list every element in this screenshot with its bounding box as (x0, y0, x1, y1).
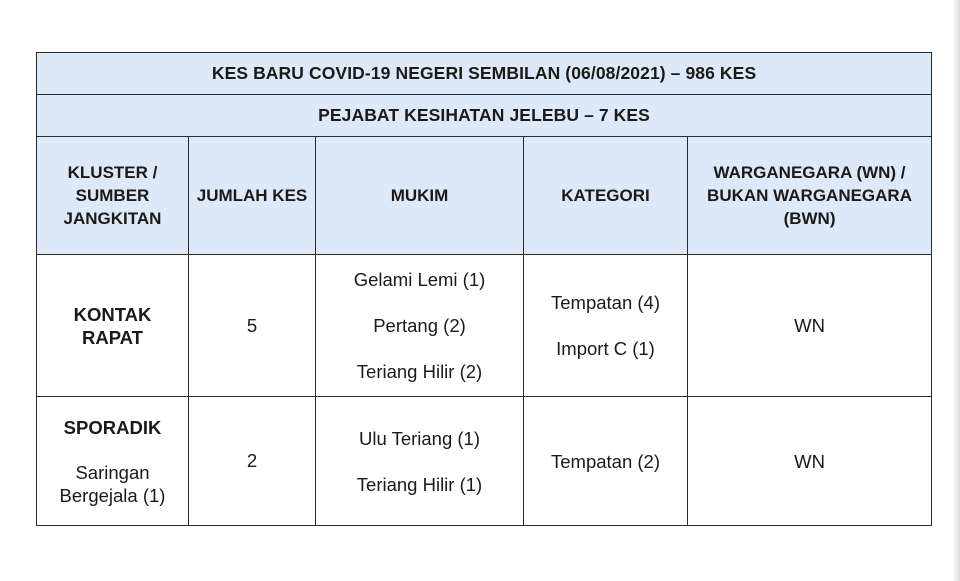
cluster-name-line: RAPAT (82, 326, 143, 348)
category-item: Tempatan (2) (551, 450, 660, 472)
cluster-name: SPORADIK (63, 416, 162, 438)
category-item: Import C (1) (556, 338, 655, 359)
page-edge-shadow (954, 0, 960, 581)
mukim-cell (316, 255, 524, 397)
case-count: 2 (189, 397, 316, 526)
citizenship-status: WN (688, 255, 932, 397)
table-header-row (37, 137, 932, 255)
table-title-row (37, 53, 932, 95)
category-item: Tempatan (4) (551, 292, 660, 313)
header-category: KATEGORI (524, 137, 688, 255)
category-cell (524, 397, 688, 526)
mukim-item: Gelami Lemi (1) (353, 269, 486, 290)
mukim-cell (316, 397, 524, 526)
cluster-cell (37, 255, 189, 397)
mukim-item: Teriang Hilir (2) (356, 361, 483, 382)
table-title: KES BARU COVID-19 NEGERI SEMBILAN (06/08/2021) – 986 KES (37, 53, 932, 95)
covid-cases-table (36, 52, 932, 526)
cluster-name (43, 303, 182, 349)
mukim-item: Teriang Hilir (1) (356, 473, 483, 495)
category-cell (524, 255, 688, 397)
header-mukim: MUKIM (316, 137, 524, 255)
table-row (37, 397, 932, 526)
case-count: 5 (189, 255, 316, 397)
header-cluster: KLUSTER / SUMBER JANGKITAN (37, 137, 189, 255)
cluster-note: Saringan Bergejala (1) (59, 461, 166, 506)
header-citizenship: WARGANEGARA (WN) / BUKAN WARGANEGARA (BWN) (688, 137, 932, 255)
cluster-cell (37, 397, 189, 526)
mukim-item: Pertang (2) (373, 315, 466, 336)
table-row (37, 255, 932, 397)
citizenship-status: WN (688, 397, 932, 526)
header-count: JUMLAH KES (189, 137, 316, 255)
cluster-name-line: KONTAK (73, 303, 152, 325)
table-subtitle-row (37, 95, 932, 137)
mukim-item: Ulu Teriang (1) (359, 427, 480, 449)
table-subtitle: PEJABAT KESIHATAN JELEBU – 7 KES (37, 95, 932, 137)
